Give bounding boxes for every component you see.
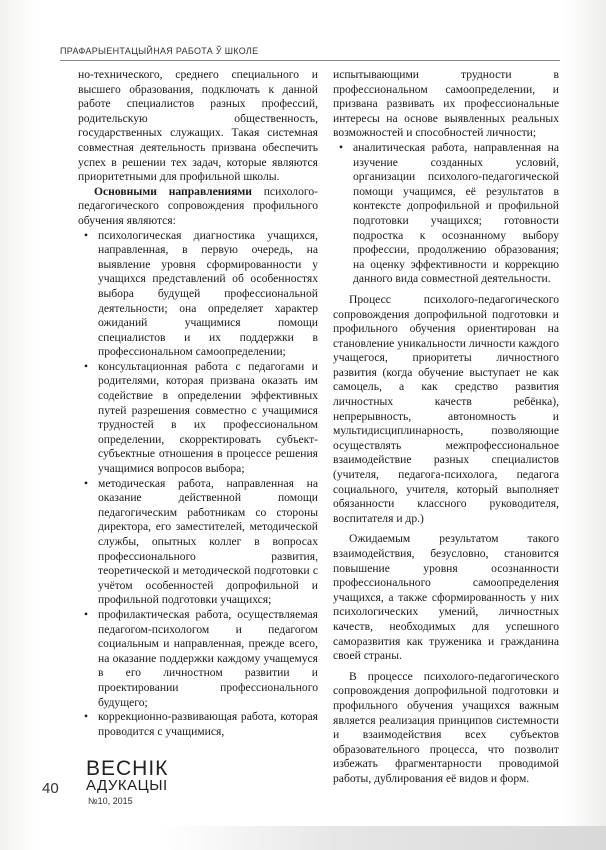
right-column: [333, 68, 559, 787]
paragraph: Процесс психолого-педагогического сопровождения допрофильной подготовки и профильного обучения ориентирован на становление уникальности личности каждого учащегося, приоритеты личностного развития (когда обучение выступает не как самоцель, а как средство развития личностных качеств ребёнка), непрерывность, автономность и мультидисциплинарность, позволяющие осуществлять межпрофессиональное взаимодействие разных специалистов (учителя, педагога-психолога, педагога социального, учителя, который выполняет обязанности классного руководителя, воспитателя и др.): [333, 292, 559, 525]
list-item: • консультационная работа с педагогами и родителями, которая призвана оказать им содействие в определении эффективных путей разрешения совместно с учащимися трудностей в их профессиональном определении, скорректировать субъект-субъектные отношения в процессе решения учащимися вопросов выбора;: [78, 360, 318, 477]
header-divider: [60, 60, 560, 61]
page-number: 40: [42, 780, 59, 797]
paragraph-text: психолого-педагогического сопровождения профильного обучения являются:: [78, 184, 318, 227]
left-column: [78, 68, 318, 739]
logo-subtitle: АДУКАЦЫІ: [86, 777, 168, 794]
journal-logo: [86, 757, 176, 795]
list-item: • психологическая диагностика учащихся, направленная, в первую очередь, на выявление уровня сформированности у учащихся представлений об особенностях выбора будущей профессиональной деятельности; она определяет характер ожиданий учащимися помощи специалистов и их поддержки в профессиональном самоопределении;: [78, 229, 318, 360]
issue-number: №10, 2015: [88, 796, 133, 806]
bold-lead: Основными направлениями: [94, 184, 252, 198]
paragraph: испытывающими трудности в профессиональном самоопределении, и призвана развивать их профессиональные интересы на основе выявленных реальных возможностей и способностей личности;: [333, 68, 559, 140]
paragraph: Ожидаемым результатом такого взаимодействия, безусловно, становится повышение уровня осознанности профессионального самоопределения учащихся, а также сформированность у них психологических умений, личностных качеств, необходимых для успешного саморазвития как труженика и гражданина своей страны.: [333, 532, 559, 663]
logo-title: ВЕСНІК: [86, 757, 169, 780]
paragraph: В процессе психолого-педагогического сопровождения допрофильной подготовки и профильного обучения учащихся важным является реализация принципов системности и взаимодействия всех субъектов образовательного процесса, что позволит избежать фрагментарности проводимой работы, дублирования её видов и форм.: [333, 669, 559, 785]
paragraph: но-технического, среднего специального и высшего образования, подключать к данной работе специалистов разных профессий, родительскую общественность, государственных служащих. Такая системная совместная деятельность призвана обеспечить успех в решении тех задач, которые являются приоритетными для профильной школы.: [78, 68, 318, 184]
paragraph: [78, 185, 318, 229]
list-item: • методическая работа, направленная на оказание действенной помощи педагогическим работникам со стороны директора, его заместителей, методической службы, опытных коллег в вопросах профессионального развития, теоретической и методической подготовки с учётом особенностей допрофильной и профильной подготовки учащихся;: [78, 477, 318, 608]
list-item: • аналитическая работа, направленная на изучение созданных условий, организации психолого-педагогической помощи учащимся, её результатов в контексте допрофильной и профильной подготовки учащихся; готовности подростка к осознанному выбору профессии, продолжению образования; на оценку эффективности и коррекцию данного вида совместной деятельности.: [333, 141, 559, 287]
scan-shadow: [160, 826, 606, 850]
directions-list: [78, 229, 318, 740]
list-item: • профилактическая работа, осуществляемая педагогом-психологом и педагогом социальным и направленная, прежде всего, на оказание поддержки каждому учащемуся в его личностном развитии и проектировании профессионального будущего;: [78, 608, 318, 710]
list-item: • коррекционно-развивающая работа, которая проводится с учащимися,: [78, 710, 318, 739]
directions-list-continued: [333, 141, 559, 287]
running-header: ПРАФАРЫЕНТАЦЫЙНАЯ РАБОТА Ў ШКОЛЕ: [60, 46, 259, 56]
